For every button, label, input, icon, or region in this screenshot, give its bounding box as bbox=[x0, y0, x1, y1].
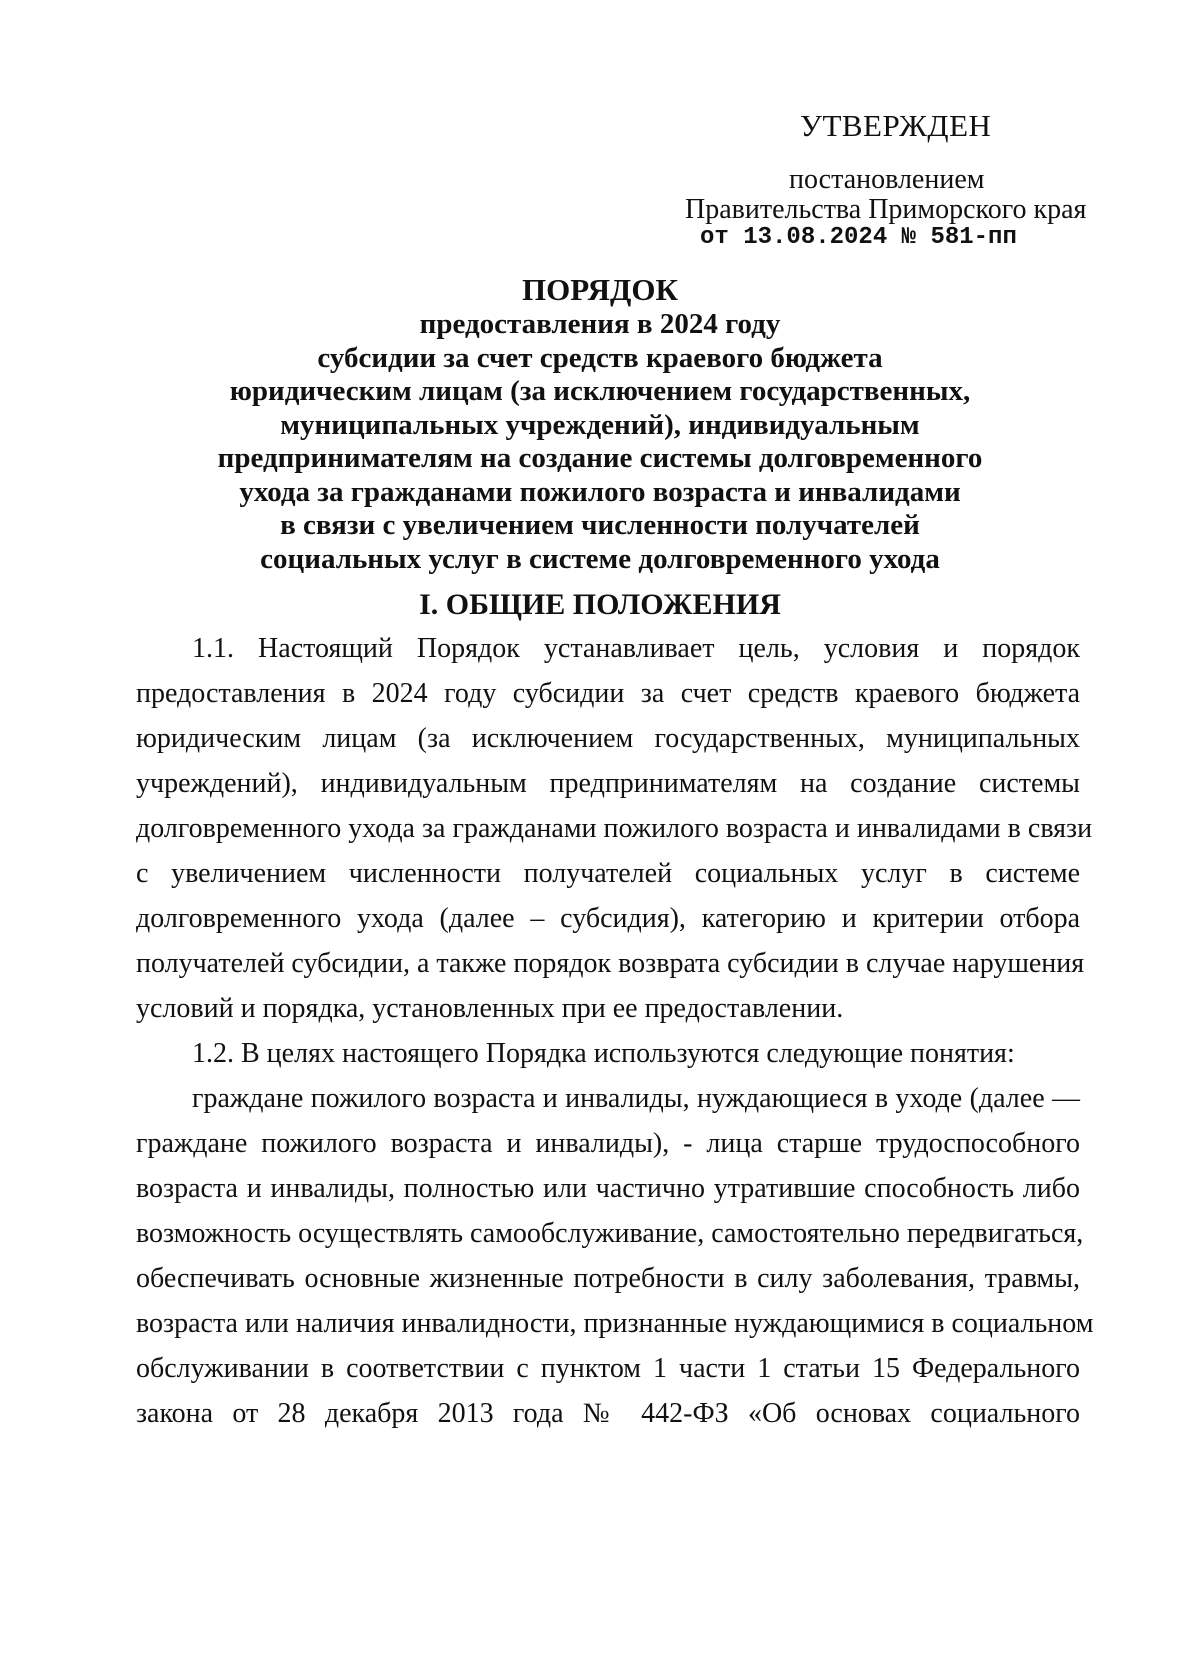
paragraph-line: юридическим лицам (за исключением государственных, муниципальных bbox=[136, 723, 1080, 754]
paragraph-line: 1.1. Настоящий Порядок устанавливает цель, условия и порядок bbox=[192, 633, 1080, 664]
paragraph-definition bbox=[136, 1076, 1094, 1436]
approval-resolution-label: постановлением bbox=[789, 164, 985, 195]
approval-title: УТВЕРЖДЕН bbox=[800, 108, 992, 143]
paragraph-line: предоставления в 2024 году субсидии за счет средств краевого бюджета bbox=[136, 678, 1080, 709]
paragraph-line: закона от 28 декабря 2013 года № 442-ФЗ «Об основах социального bbox=[136, 1398, 1080, 1429]
section-heading: I. ОБЩИЕ ПОЛОЖЕНИЯ bbox=[419, 588, 781, 621]
document-subtitle-line: предпринимателям на создание системы долговременного bbox=[217, 442, 983, 474]
paragraph-1-2 bbox=[136, 1031, 1080, 1076]
document-subtitle-line: предоставления в 2024 году bbox=[419, 308, 781, 340]
paragraph-line: 1.2. В целях настоящего Порядка используются следующие понятия: bbox=[192, 1038, 1015, 1069]
document-title: ПОРЯДОК bbox=[522, 272, 678, 307]
document-subtitle-line: ухода за гражданами пожилого возраста и инвалидами bbox=[239, 475, 961, 508]
paragraph-line: учреждений), индивидуальным предпринимателям на создание системы bbox=[136, 768, 1080, 799]
paragraph-line: условий и порядка, установленных при ее предоставлении. bbox=[136, 993, 844, 1024]
approval-date-number: от 13.08.2024 № 581-пп bbox=[700, 224, 1017, 251]
paragraph-line: граждане пожилого возраста и инвалиды, нуждающиеся в уходе (далее — bbox=[192, 1083, 1080, 1114]
paragraph-line: с увеличением численности получателей социальных услуг в системе bbox=[136, 858, 1080, 889]
paragraph-line: долговременного ухода за гражданами пожилого возраста и инвалидами в связи bbox=[136, 813, 1093, 844]
document-title-block bbox=[120, 272, 1080, 576]
paragraph-line: получателей субсидии, а также порядок возврата субсидии в случае нарушения bbox=[136, 948, 1085, 979]
paragraph-1-1 bbox=[136, 626, 1093, 1031]
paragraph-line: возраста или наличия инвалидности, признанные нуждающимися в социальном bbox=[136, 1308, 1094, 1339]
document-subtitle-line: муниципальных учреждений), индивидуальным bbox=[280, 408, 920, 441]
document-subtitle-line: в связи с увеличением численности получателей bbox=[280, 509, 920, 541]
document-subtitle-line: социальных услуг в системе долговременного ухода bbox=[260, 542, 940, 575]
document-subtitle-line: субсидии за счет средств краевого бюджета bbox=[317, 341, 883, 374]
approval-authority: Правительства Приморского края bbox=[685, 194, 1087, 225]
document-subtitle-line: юридическим лицам (за исключением государственных, bbox=[229, 375, 971, 407]
paragraph-line: обслуживании в соответствии с пунктом 1 части 1 статьи 15 Федерального bbox=[136, 1353, 1080, 1384]
paragraph-line: возраста и инвалиды, полностью или частично утратившие способность либо bbox=[136, 1173, 1080, 1204]
paragraph-line: граждане пожилого возраста и инвалиды), - лица старше трудоспособного bbox=[136, 1128, 1080, 1159]
paragraph-line: обеспечивать основные жизненные потребности в силу заболевания, травмы, bbox=[136, 1263, 1080, 1294]
paragraph-line: долговременного ухода (далее – субсидия), категорию и критерии отбора bbox=[136, 903, 1080, 934]
paragraph-line: возможность осуществлять самообслуживание, самостоятельно передвигаться, bbox=[136, 1218, 1084, 1249]
